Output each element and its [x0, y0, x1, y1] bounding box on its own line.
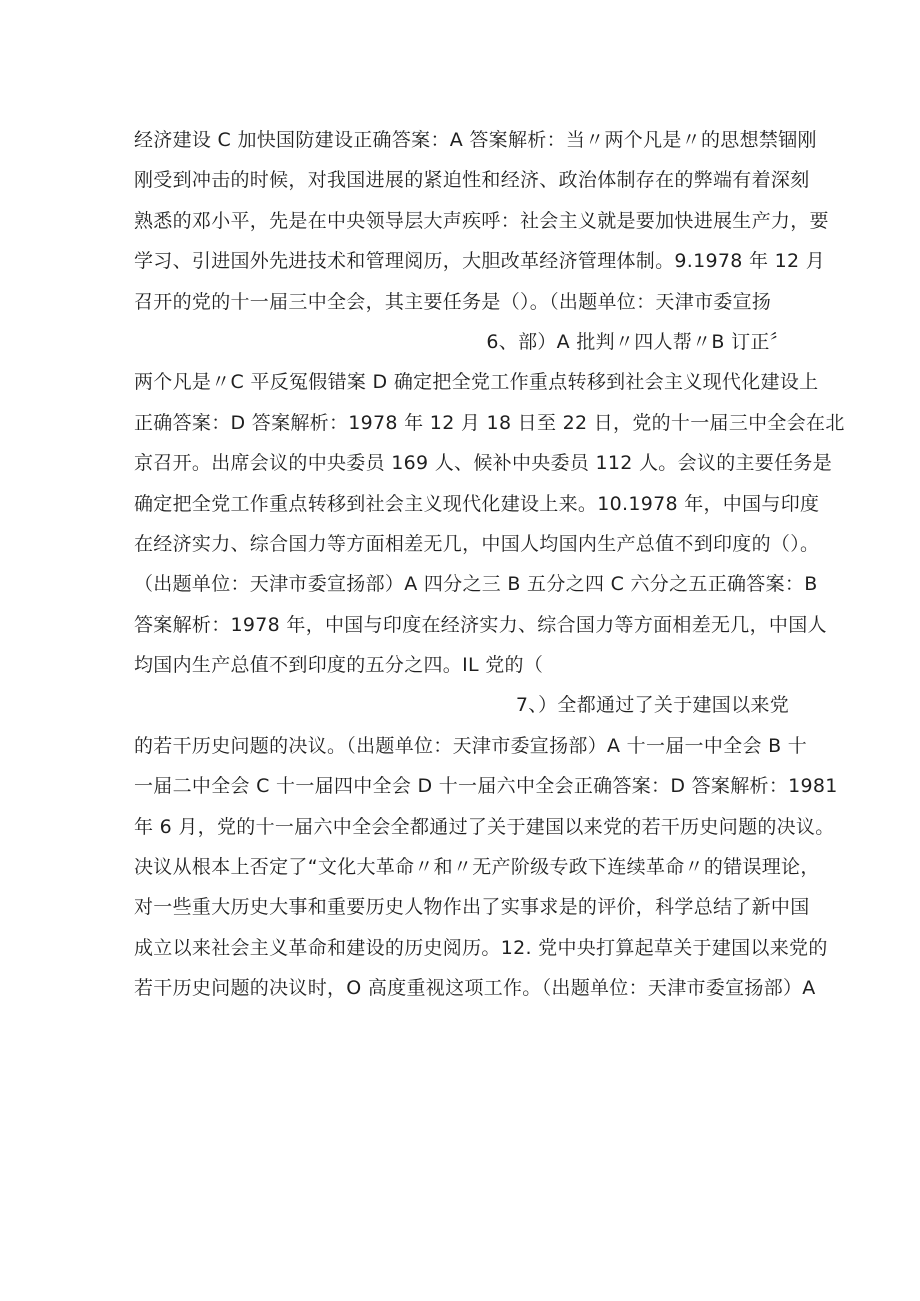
text-line: 召开的党的十一届三中全会，其主要任务是（）。（出题单位：天津市委宣扬 — [134, 290, 772, 313]
document-body — [134, 120, 845, 1009]
text-line: 熟悉的邓小平，先是在中央领导层大声疾呼：社会主义就是要加快进展生产力，要 — [134, 209, 829, 232]
text-line: 在经济实力、综合国力等方面相差无几，中国人均国内生产总值不到印度的（）。 — [134, 532, 820, 555]
text-line: 正确答案：D 答案解析：1978 年 12 月 18 日至 22 日，党的十一届三中全会在北 — [134, 411, 845, 434]
text-line: （出题单位：天津市委宣扬部）A 四分之三 B 五分之四 C 六分之五正确答案：B — [134, 573, 818, 596]
text-line-right-aligned: 6、部）A 批判〃四人帮〃B 订正〞 — [486, 330, 789, 353]
text-line: 成立以来社会主义革命和建设的历史阅历。12. 党中央打算起草关于建国以来党的 — [134, 936, 828, 959]
text-line: 学习、引进国外先进技术和管理阅历，大胆改革经济管理体制。9.1978 年 12 月 — [134, 250, 826, 273]
text-line: 的若干历史问题的决议。（出题单位：天津市委宣扬部）A 十一届一中全会 B 十 — [134, 734, 808, 757]
text-line: 一届二中全会 C 十一届四中全会 D 十一届六中全会正确答案：D 答案解析：1981 — [134, 775, 838, 798]
text-line: 均国内生产总值不到印度的五分之四。IL 党的（ — [134, 654, 544, 677]
text-line: 京召开。出席会议的中央委员 169 人、候补中央委员 112 人。会议的主要任务是 — [134, 452, 832, 475]
text-line: 两个凡是〃C 平反冤假错案 D 确定把全党工作重点转移到社会主义现代化建设上 — [134, 371, 819, 394]
text-line: 确定把全党工作重点转移到社会主义现代化建设上来。10.1978 年，中国与印度 — [134, 492, 820, 515]
text-line-right-aligned: 7、）全都通过了关于建国以来党 — [515, 694, 789, 717]
text-line: 年 6 月，党的十一届六中全会全都通过了关于建国以来党的若干历史问题的决议。 — [134, 815, 835, 838]
text-line: 刚受到冲击的时候，对我国进展的紧迫性和经济、政治体制存在的弊端有着深刻 — [134, 169, 810, 192]
text-line: 对一些重大历史大事和重要历史人物作出了实事求是的评价，科学总结了新中国 — [134, 896, 810, 919]
text-line: 经济建设 C 加快国防建设正确答案：A 答案解析：当〃两个凡是〃的思想禁锢刚 — [134, 129, 817, 151]
text-line: 答案解析：1978 年，中国与印度在经济实力、综合国力等方面相差无几，中国人 — [134, 613, 827, 636]
text-line: 决议从根本上否定了“文化大革命〃和〃无产阶级专政下连续革命〃的错误理论， — [134, 856, 820, 879]
text-line: 若干历史问题的决议时，O 高度重视这项工作。（出题单位：天津市委宣扬部）A — [134, 977, 816, 1000]
